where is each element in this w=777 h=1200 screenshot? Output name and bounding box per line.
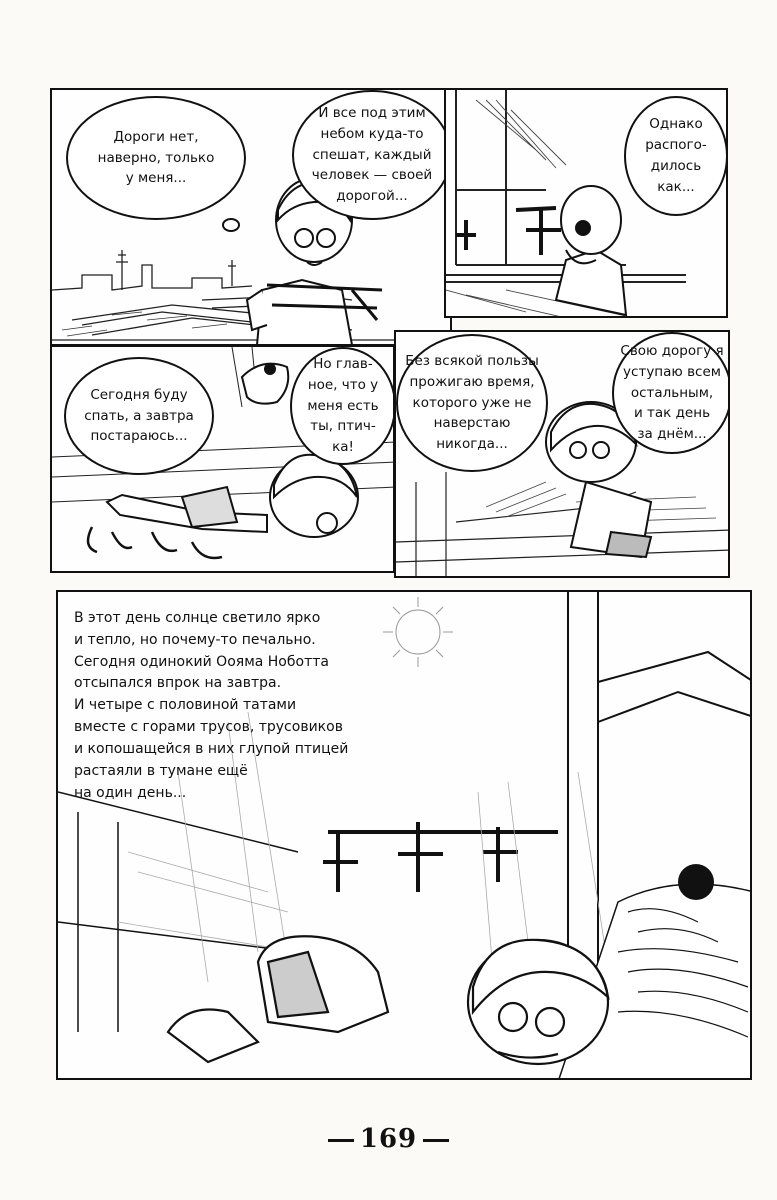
speech-bubble (290, 347, 395, 465)
speech-bubble (64, 357, 214, 475)
bubble-text: Дороги нет, наверно, только у меня... (97, 128, 215, 187)
bubble-text: Свою дорогу я уступаю всем остальным, и так день за днём... (620, 342, 724, 443)
page-number-dash-right (423, 1139, 449, 1142)
panel-window (444, 88, 728, 318)
bubble-text: Однако распого- дилось как... (645, 116, 707, 195)
speech-bubble (292, 90, 452, 220)
thought-tail-dot (222, 218, 240, 232)
panel-sleeping (56, 590, 752, 1080)
bubble-text: И все под этим небом куда-то спешат, каждый человек — своей дорогой... (311, 104, 433, 205)
page-number-dash-left (328, 1139, 354, 1142)
bubble-text: Но глав- ное, что у меня есть ты, птич- ка! (307, 355, 379, 456)
panel-lying (50, 345, 395, 573)
bubble-text: Сегодня буду спать, а завтра постараюсь... (84, 386, 194, 445)
page-number (0, 1124, 777, 1154)
bubble-text: Без всякой пользы прожигаю время, которого уже не наверстаю никогда... (405, 352, 539, 453)
narration-text: В этот день солнце светило ярко и тепло, но почему-то печально. Сегодня одинокий Оояма Ноботта отсыпался впрок на завтра. И четыре с половиной татами вместе с горами трусов, трусовиков и копошащейся в них глупой птицей растаяли в тумане ещё на один день... (74, 610, 349, 801)
speech-bubble (396, 334, 548, 472)
panel-sitting (394, 330, 730, 578)
speech-bubble (612, 332, 730, 454)
panel-rooftop (50, 88, 452, 346)
speech-bubble (66, 96, 246, 220)
page-number-text: 169 (359, 1124, 418, 1154)
speech-bubble (624, 96, 728, 216)
